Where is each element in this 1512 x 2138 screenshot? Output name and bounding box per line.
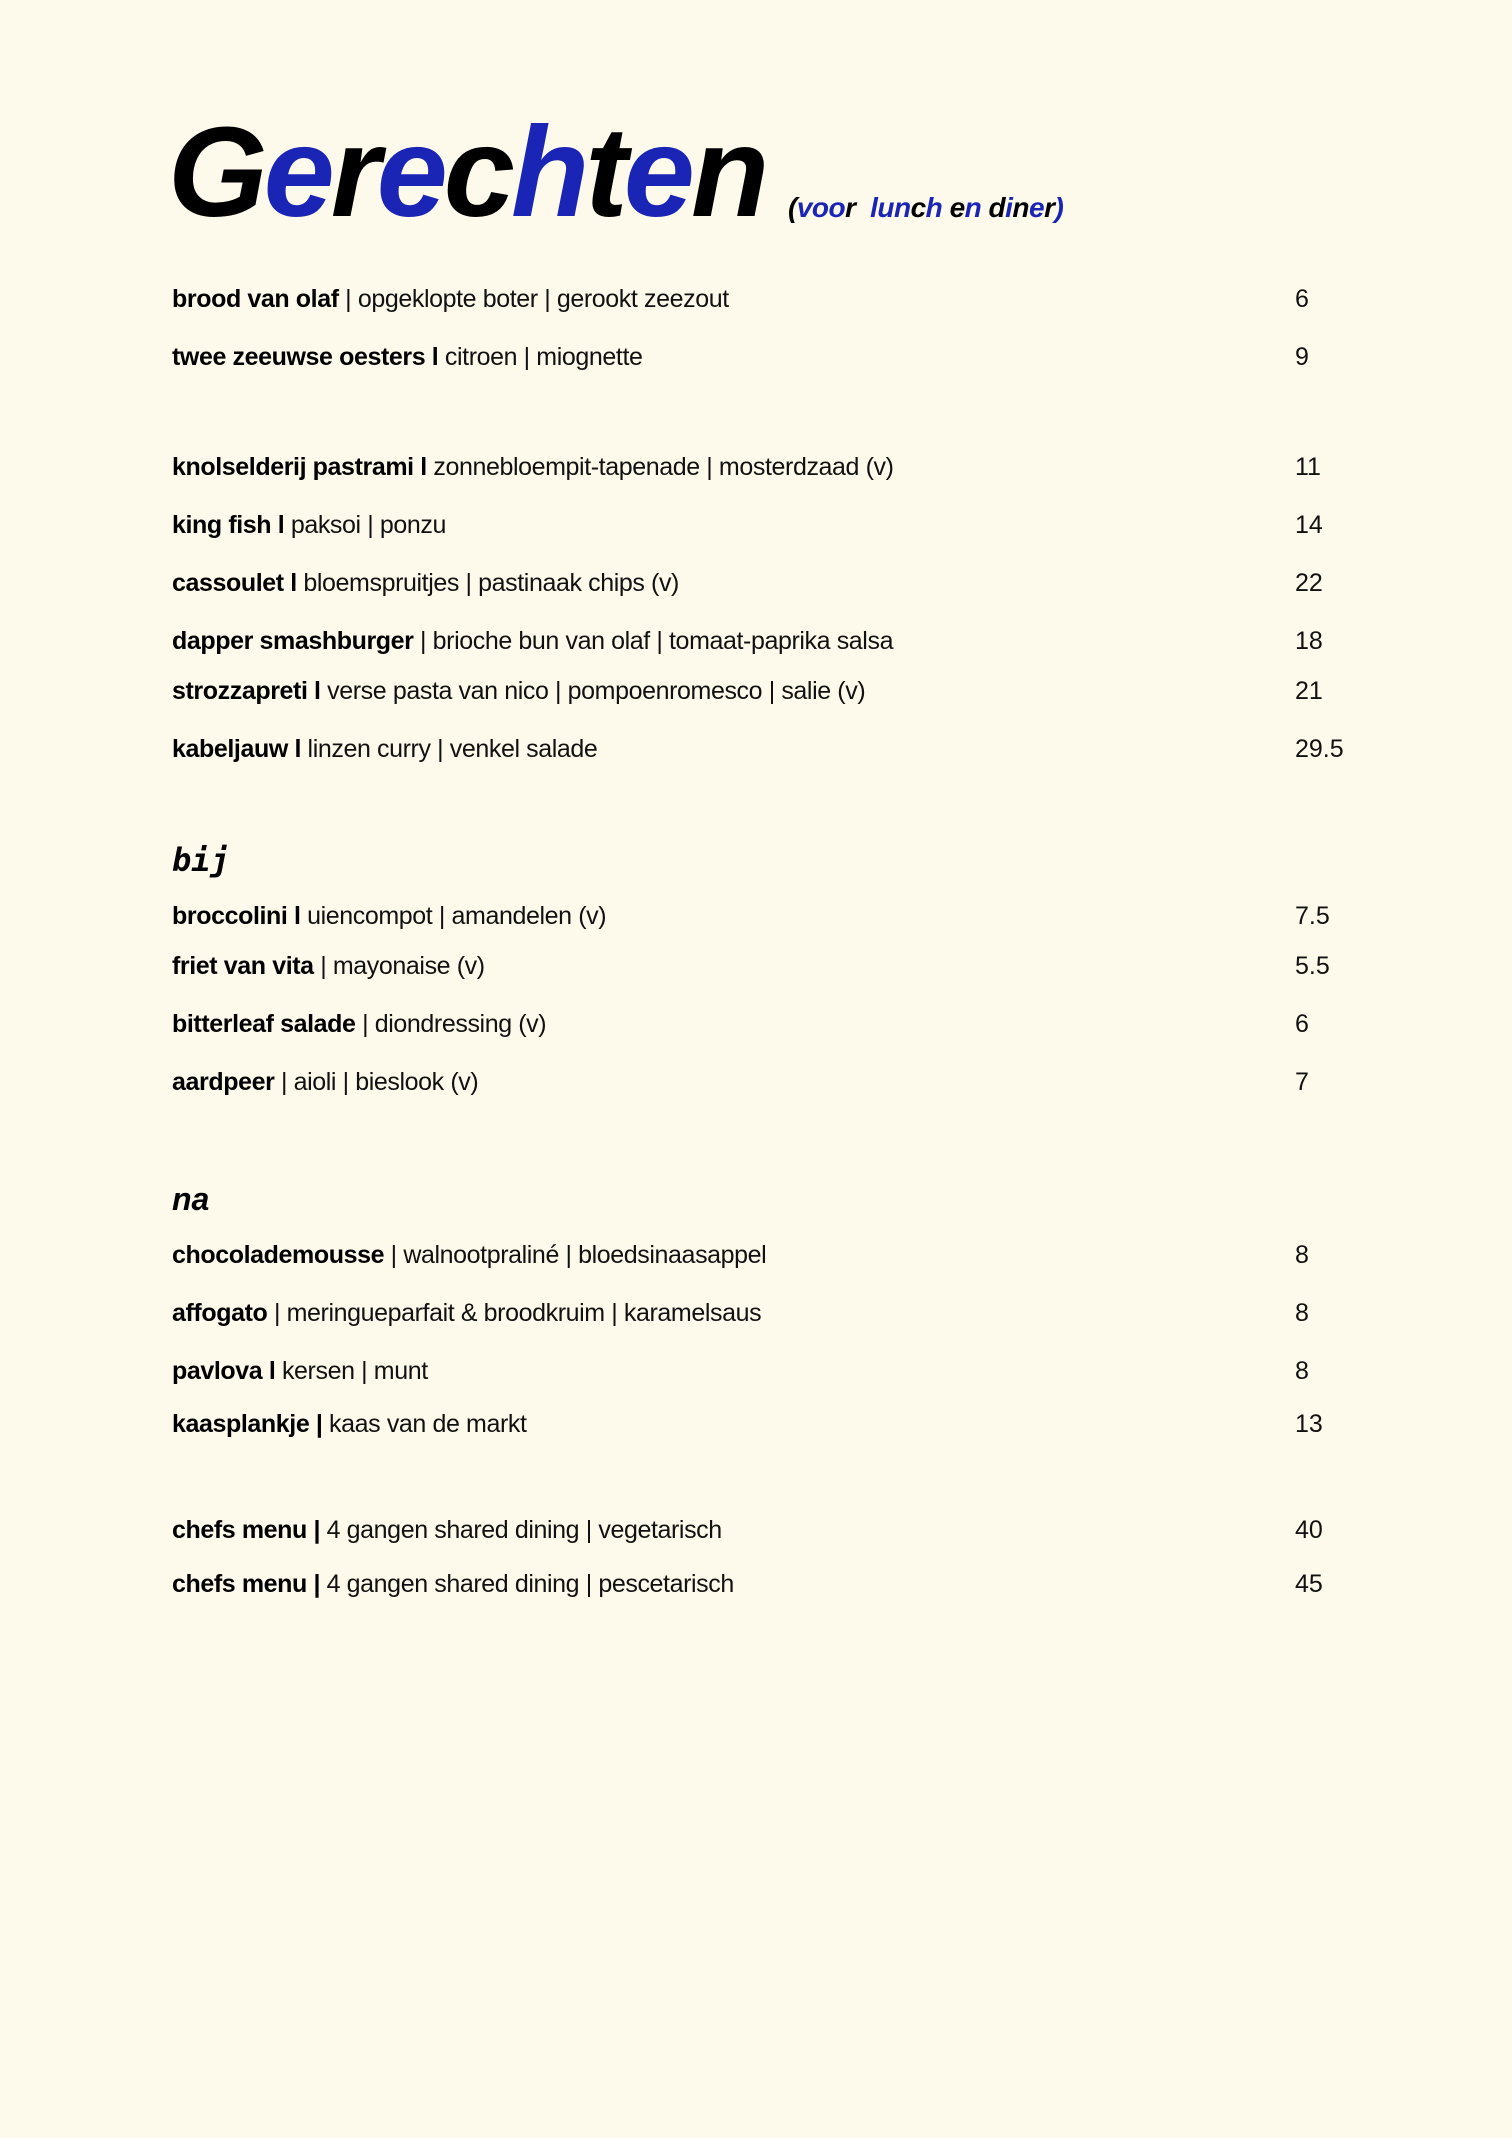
subtitle-letter: l: [870, 192, 878, 223]
dish-description: | brioche bun van olaf | tomaat-paprika salsa: [413, 627, 894, 655]
menu-item: [172, 624, 1372, 658]
menu-item: [172, 1007, 1372, 1041]
menu-item: [172, 899, 1372, 933]
dish-name: kaasplankje |: [172, 1410, 323, 1438]
subtitle-letter: d: [988, 192, 1006, 223]
menu-item: [172, 282, 1372, 316]
subtitle-letter: e: [949, 192, 965, 223]
dish-name: king fish l: [172, 511, 285, 539]
dish-name: kabeljauw l: [172, 735, 301, 763]
dish-name: friet van vita: [172, 952, 314, 980]
subtitle-letter: h: [925, 192, 943, 223]
menu-item: [172, 732, 1372, 766]
menu-item: [172, 1065, 1372, 1099]
dish-price: 29.5: [1295, 735, 1344, 763]
dish-price: 8: [1295, 1357, 1309, 1385]
title-letter: n: [690, 101, 766, 244]
dish-name: affogato: [172, 1299, 268, 1327]
dish-price: 6: [1295, 285, 1309, 313]
title-letter: G: [168, 101, 264, 244]
title-letter: t: [585, 101, 624, 244]
dish-name: bitterleaf salade: [172, 1010, 356, 1038]
dish-name: pavlova l: [172, 1357, 276, 1385]
subtitle-letter: u: [877, 192, 894, 223]
dish-description: | opgeklopte boter | gerookt zeezout: [338, 285, 729, 313]
subtitle-letter: n: [893, 192, 911, 223]
menu-item: [172, 1567, 1372, 1601]
section-heading-na: na: [172, 1181, 210, 1217]
dish-name: chocolademousse: [172, 1241, 385, 1269]
title-letter: c: [443, 101, 511, 244]
dish-description: | aioli | bieslook (v): [274, 1068, 479, 1096]
menu-item: [172, 674, 1372, 708]
dish-price: 8: [1295, 1299, 1309, 1327]
dish-description: 4 gangen shared dining | pescetarisch: [320, 1570, 734, 1598]
subtitle-letter: o: [828, 192, 846, 223]
subtitle-letter: [981, 192, 988, 223]
dish-price: 11: [1295, 453, 1321, 481]
page-subtitle: [788, 190, 1063, 226]
dish-description: | meringueparfait & broodkruim | karamelsaus: [267, 1299, 762, 1327]
dish-description: linzen curry | venkel salade: [301, 735, 598, 763]
subtitle-letter: n: [1012, 192, 1030, 223]
dish-price: 21: [1295, 677, 1323, 705]
subtitle-letter: ): [1054, 192, 1064, 223]
dish-price: 8: [1295, 1241, 1309, 1269]
subtitle-letter: o: [811, 192, 829, 223]
dish-name: broccolini l: [172, 902, 301, 930]
menu-item: [172, 566, 1372, 600]
dish-name: cassoulet l: [172, 569, 297, 597]
section-heading-bij: bij: [172, 841, 230, 879]
title-letter: h: [510, 101, 586, 244]
menu-item: [172, 340, 1372, 374]
dish-price: 13: [1295, 1410, 1323, 1438]
dish-description: | walnootpraliné | bloedsinaasappel: [384, 1241, 767, 1269]
menu-item: [172, 508, 1372, 542]
dish-price: 7: [1295, 1068, 1309, 1096]
dish-price: 7.5: [1295, 902, 1330, 930]
menu-item: [172, 949, 1372, 983]
subtitle-letter: [856, 192, 871, 223]
subtitle-letter: i: [1005, 192, 1013, 223]
dish-name: brood van olaf: [172, 285, 339, 313]
dish-price: 45: [1295, 1570, 1323, 1598]
menu-item: [172, 1296, 1372, 1330]
dish-price: 5.5: [1295, 952, 1330, 980]
dish-description: | diondressing (v): [355, 1010, 547, 1038]
subtitle-letter: n: [964, 192, 982, 223]
dish-price: 9: [1295, 343, 1309, 371]
dish-price: 6: [1295, 1010, 1309, 1038]
subtitle-letter: v: [796, 192, 812, 223]
menu-item: [172, 1238, 1372, 1272]
dish-price: 40: [1295, 1516, 1323, 1544]
dish-name: chefs menu |: [172, 1570, 321, 1598]
subtitle-letter: (: [788, 192, 797, 223]
dish-description: 4 gangen shared dining | vegetarisch: [326, 1516, 722, 1544]
subtitle-letter: r: [1044, 192, 1055, 223]
dish-name: strozzapreti l: [172, 677, 321, 705]
dish-description: uiencompot | amandelen (v): [300, 902, 607, 930]
title-letter: e: [376, 101, 444, 244]
subtitle-letter: r: [845, 192, 856, 223]
title-letter: r: [330, 101, 377, 244]
dish-description: | mayonaise (v): [313, 952, 485, 980]
dish-name: aardpeer: [172, 1068, 275, 1096]
dish-name: twee zeeuwse oesters l: [172, 343, 439, 371]
dish-description: citroen | miognette: [438, 343, 643, 371]
dish-description: kersen | munt: [275, 1357, 428, 1385]
subtitle-letter: [942, 192, 949, 223]
dish-name: dapper smashburger: [172, 627, 414, 655]
dish-description: zonnebloempit-tapenade | mosterdzaad (v): [426, 453, 894, 481]
page-title: [168, 98, 765, 248]
title-letter: e: [263, 101, 331, 244]
menu-item: [172, 450, 1372, 484]
dish-price: 22: [1295, 569, 1323, 597]
dish-description: kaas van de markt: [322, 1410, 527, 1438]
dish-description: bloemspruitjes | pastinaak chips (v): [296, 569, 679, 597]
dish-name: knolselderij pastrami l: [172, 453, 427, 481]
dish-description: verse pasta van nico | pompoenromesco | salie (v): [320, 677, 866, 705]
title-letter: e: [623, 101, 691, 244]
menu-item: [172, 1513, 1372, 1547]
dish-price: 18: [1295, 627, 1323, 655]
dish-name: chefs menu |: [172, 1516, 327, 1544]
dish-price: 14: [1295, 511, 1323, 539]
menu-item: [172, 1407, 1372, 1441]
subtitle-letter: c: [910, 192, 926, 223]
dish-description: paksoi | ponzu: [284, 511, 446, 539]
menu-item: [172, 1354, 1372, 1388]
subtitle-letter: e: [1029, 192, 1045, 223]
